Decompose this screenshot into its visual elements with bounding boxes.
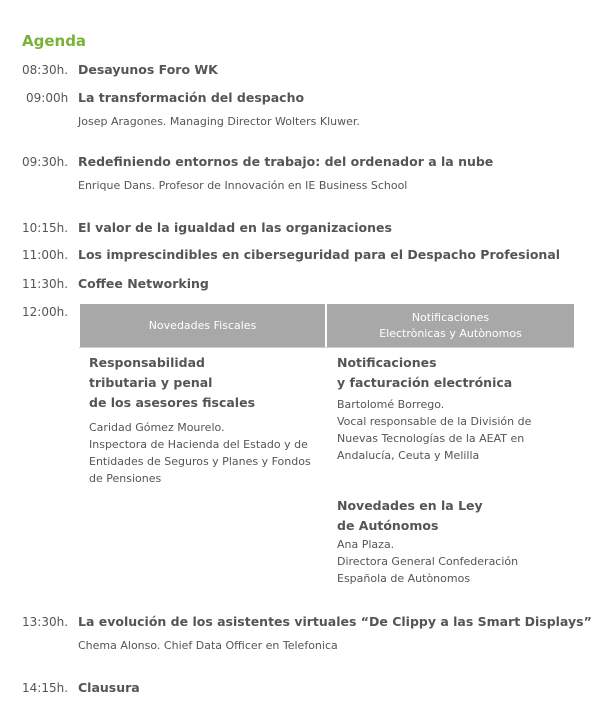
speaker-line: Enrique Dans. Profesor de Innovación en IE Business School — [78, 179, 408, 192]
session-speaker: Ana Plaza. — [337, 538, 395, 551]
session-title-line: Novedades en la Ley — [337, 498, 483, 513]
talk-title: Coffee Networking — [78, 276, 209, 291]
talk-title: Desayunos Foro WK — [78, 62, 218, 77]
track-header-notificaciones — [327, 304, 574, 347]
session-title-line: Responsabilidad — [89, 355, 205, 370]
session-role-line: Española de Autònomos — [337, 572, 471, 585]
track-fiscal-session — [89, 353, 324, 487]
time-0930: 09:30h. — [22, 155, 69, 169]
time-0830: 08:30h. — [22, 63, 69, 77]
talk-title: Redefiniendo entornos de trabajo: del ordenador a la nube — [78, 154, 494, 169]
talk-title: La evolución de los asistentes virtuales “De Clippy a las Smart Displays” — [78, 614, 592, 629]
talk-title: Clausura — [78, 680, 140, 695]
time-1130: 11:30h. — [22, 277, 69, 291]
track-divider — [79, 347, 574, 348]
session-title-line: de los asesores fiscales — [89, 395, 256, 410]
session-title-line: tributaria y penal — [89, 375, 213, 390]
session-role-line: Nuevas Tecnologías de la AEAT en — [337, 432, 525, 445]
session-role-line: Vocal responsable de la División de — [337, 415, 532, 428]
track-notificaciones-session-1 — [337, 353, 574, 464]
talk-title: El valor de la igualdad en las organizaciones — [78, 220, 392, 235]
time-1100: 11:00h. — [22, 248, 69, 262]
session-role-line: Entidades de Seguros y Planes y Fondos — [89, 455, 311, 468]
talk-title: La transformación del despacho — [78, 90, 305, 105]
talk-title: Los imprescindibles en ciberseguridad para el Despacho Profesional — [78, 247, 561, 262]
time-1200: 12:00h. — [22, 305, 69, 319]
track-header-line: Electrònicas y Autònomos — [379, 326, 522, 340]
speaker-line: Chema Alonso. Chief Data Officer en Telefonica — [78, 639, 338, 652]
session-title-line: de Autónomos — [337, 518, 439, 533]
agenda-title: Agenda — [22, 32, 87, 50]
session-title-line: y facturación electrónica — [337, 375, 513, 390]
session-role-line: Directora General Confederación — [337, 555, 519, 568]
session-role-line: de Pensiones — [89, 472, 162, 485]
speaker-line: Josep Aragones. Managing Director Wolters Kluwer. — [78, 115, 360, 128]
session-role-line: Andalucía, Ceuta y Melilla — [337, 449, 480, 462]
time-1015: 10:15h. — [22, 221, 69, 235]
session-speaker: Caridad Gómez Mourelo. — [89, 421, 225, 434]
time-1330: 13:30h. — [22, 615, 69, 629]
time-0900: 09:00h — [26, 91, 69, 105]
track-header-line: Notificaciones — [411, 310, 490, 324]
track-header-fiscal — [80, 304, 325, 347]
session-role-line: Inspectora de Hacienda del Estado y de — [89, 438, 308, 451]
track-notificaciones-session-2 — [337, 496, 574, 587]
track-header-fiscal-label: Novedades Fiscales — [148, 318, 257, 332]
session-title-line: Notificaciones — [337, 355, 437, 370]
time-1415: 14:15h. — [22, 681, 69, 695]
session-speaker: Bartolomé Borrego. — [337, 398, 445, 411]
